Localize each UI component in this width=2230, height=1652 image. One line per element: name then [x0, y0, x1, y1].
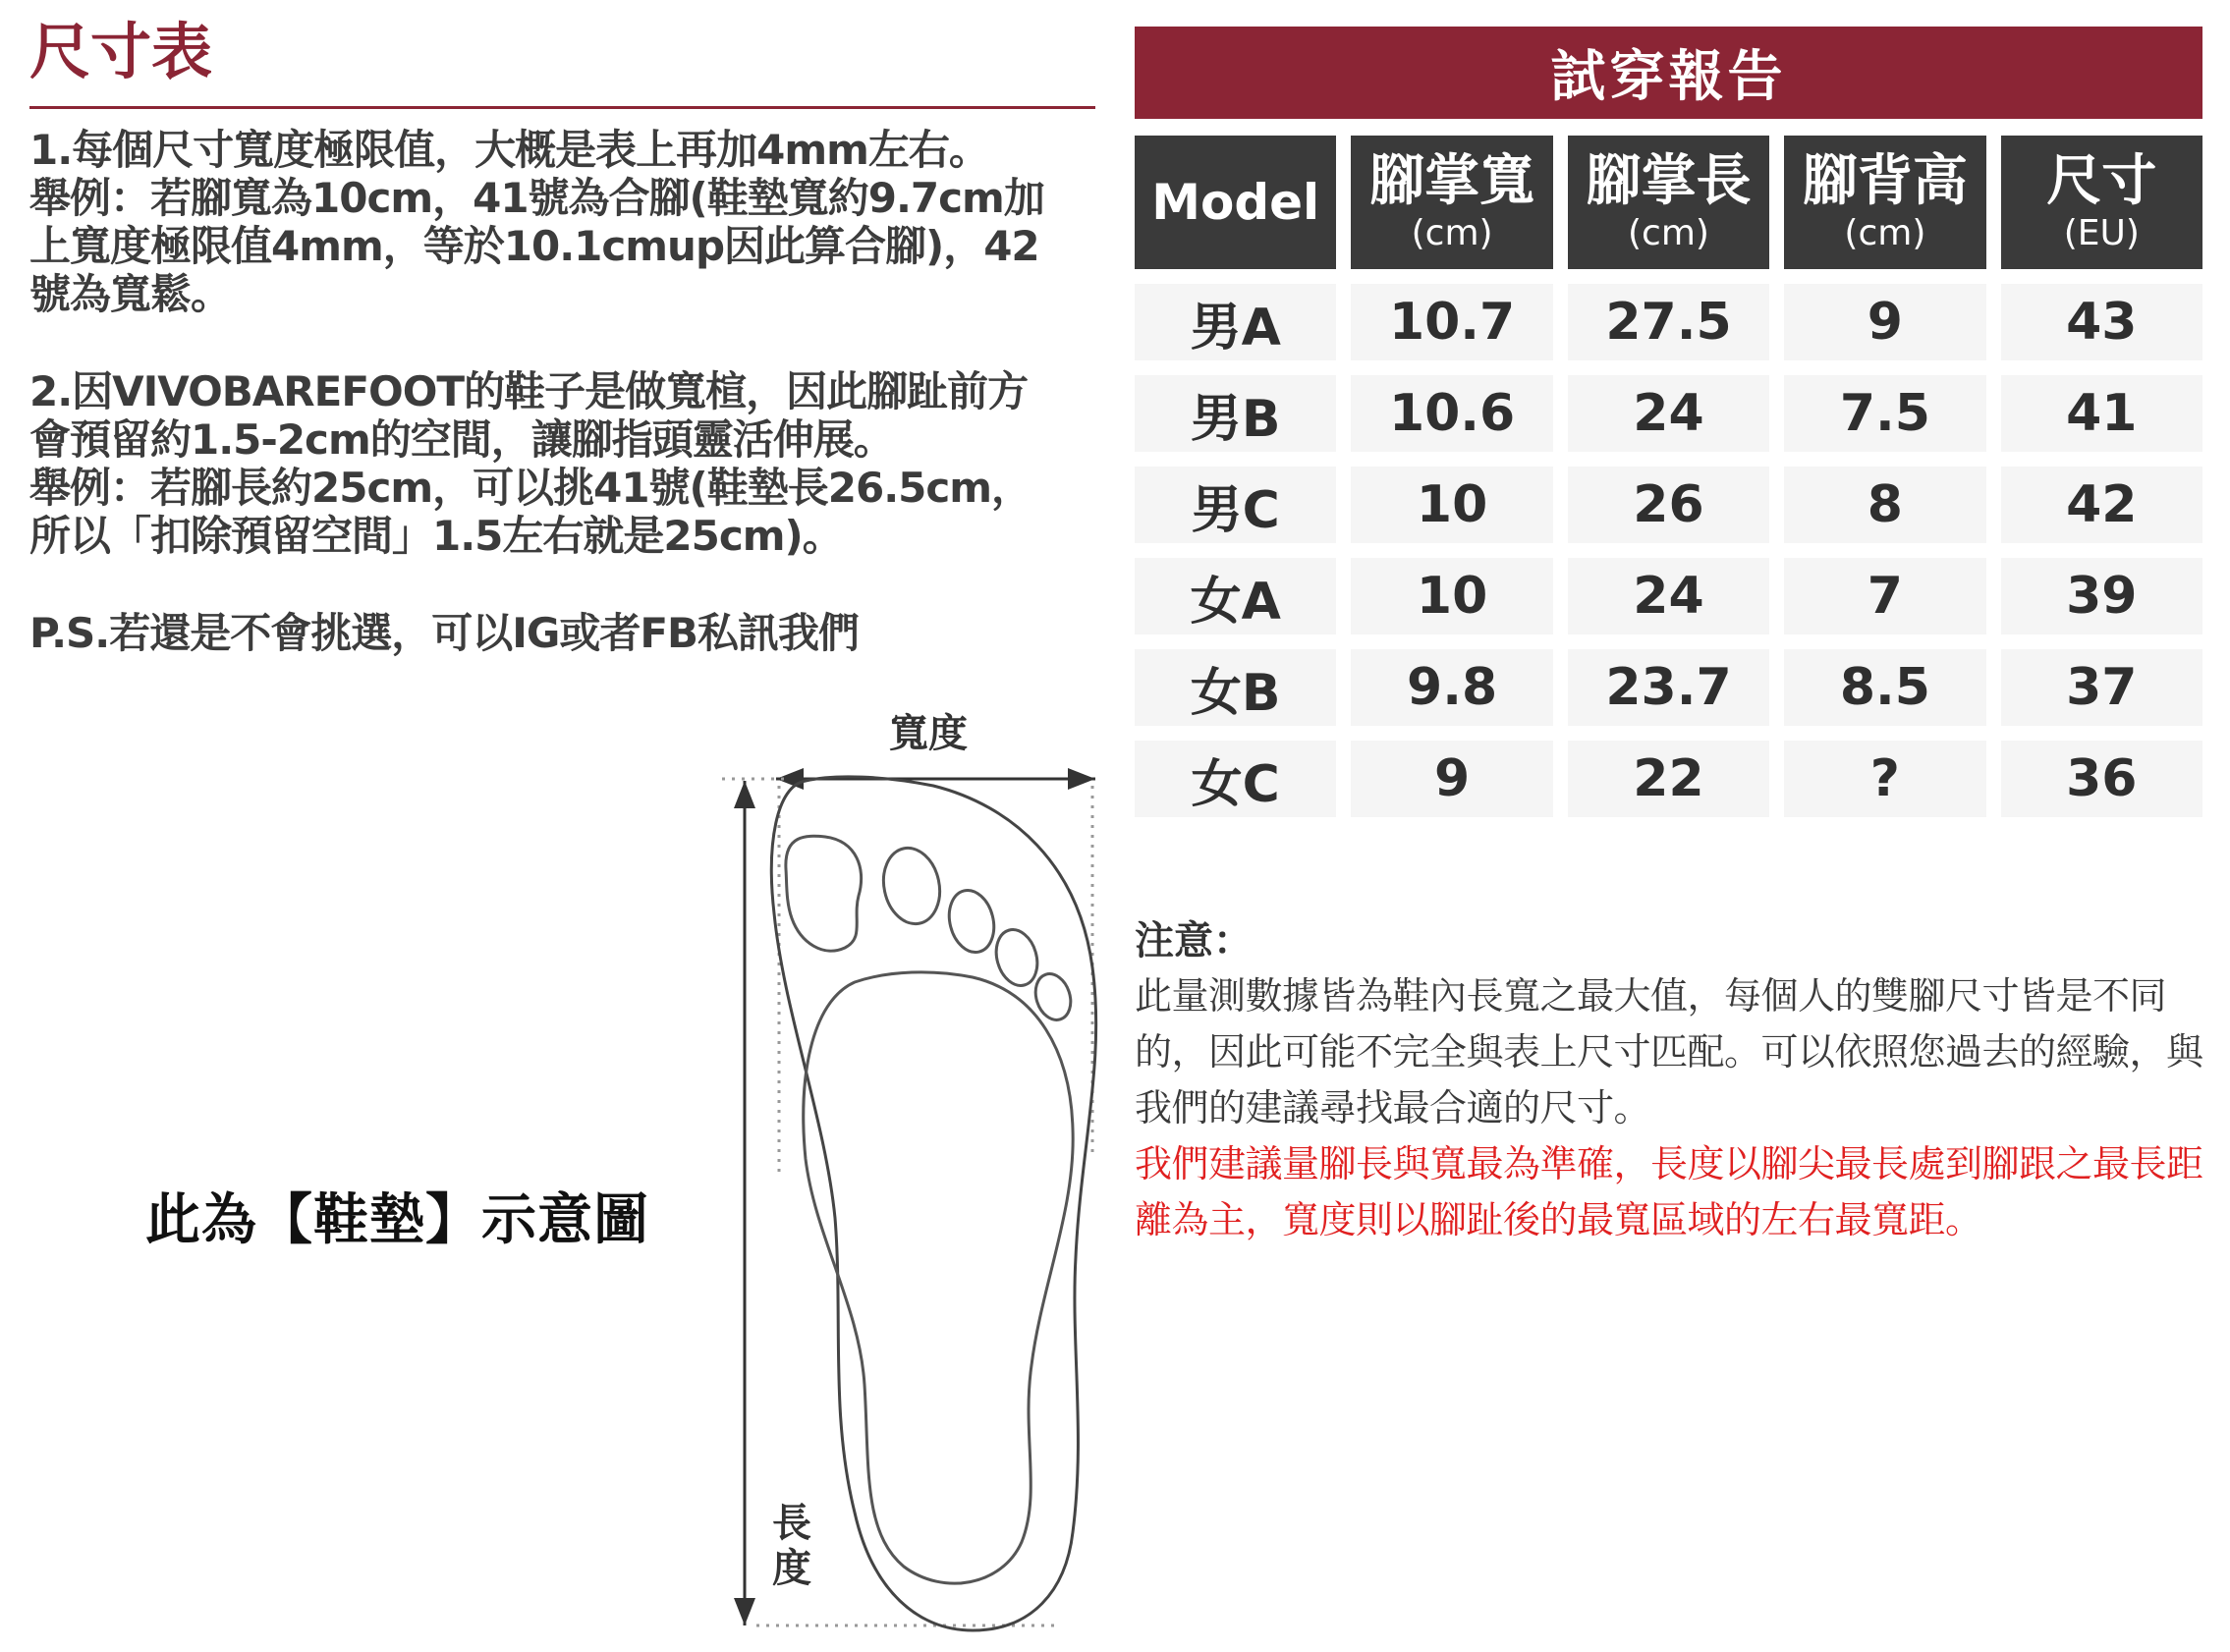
- notice-body: 此量測數據皆為鞋內長寬之最大值，每個人的雙腳尺寸皆是不同的，因此可能不完全與表上尺寸匹配。可以依照您過去的經驗，與我們的建議尋找最合適的尺寸。: [1135, 974, 2203, 1129]
- header-label: 腳掌寬: [1369, 149, 1535, 214]
- cell-length: 27.5: [1568, 284, 1769, 360]
- report-title: 試穿報告: [1135, 27, 2202, 119]
- header-unit: (EU): [2063, 213, 2140, 253]
- cell-size: 41: [2001, 375, 2202, 452]
- cell-width: 9: [1351, 741, 1552, 817]
- cell-width: 9.8: [1351, 649, 1552, 726]
- cell-instep: 7.5: [1784, 375, 1985, 452]
- header-unit: (cm): [1844, 213, 1926, 253]
- header-label: 腳掌長: [1586, 149, 1752, 214]
- cell-length: 23.7: [1568, 649, 1769, 726]
- note-width-limit: 1.每個尺寸寬度極限值，大概是表上再加4mm左右。 舉例：若腳寬為10cm，41號為合腳(鞋墊寬約9.7cm加 上寬度極限值4mm，等於10.1cmup因此算合腳)，42 號為寬鬆。: [29, 126, 1044, 318]
- header-model: [1135, 136, 1336, 269]
- header-unit: (cm): [1628, 213, 1709, 253]
- note-toe-space: 2.因VIVOBAREFOOT的鞋子是做寬楦，因此腳趾前方 會預留約1.5-2cm的空間，讓腳指頭靈活伸展。 舉例：若腳長約25cm，可以挑41號(鞋墊長26.5cm， 所以「扣除預留空間」1.5左右就是25cm)。: [29, 367, 1032, 560]
- header-label: 腳背高: [1802, 149, 1968, 214]
- length-label: 長度: [772, 1501, 811, 1591]
- cell-size: 42: [2001, 467, 2202, 543]
- cell-instep: ?: [1784, 741, 1985, 817]
- cell-instep: 7: [1784, 558, 1985, 634]
- toe-prints: [786, 836, 1077, 1024]
- header-foot-width: [1351, 136, 1552, 269]
- header-label: Model: [1151, 173, 1320, 231]
- notice-title: 注意：: [1135, 918, 1253, 964]
- cell-width: 10: [1351, 558, 1552, 634]
- cell-model: 男B: [1135, 375, 1336, 452]
- cell-instep: 9: [1784, 284, 1985, 360]
- cell-length: 24: [1568, 375, 1769, 452]
- cell-model: 男A: [1135, 284, 1336, 360]
- length-arrow: [734, 781, 755, 1625]
- cell-size: 43: [2001, 284, 2202, 360]
- header-label: 尺寸: [2046, 149, 2157, 214]
- header-unit: (cm): [1411, 213, 1493, 253]
- insole-caption: 此為【鞋墊】示意圖: [145, 1188, 649, 1252]
- width-label: 寬度: [889, 711, 968, 756]
- cell-length: 22: [1568, 741, 1769, 817]
- cell-model: 女C: [1135, 741, 1336, 817]
- notice-section: [1135, 913, 2225, 1248]
- header-size: [2001, 136, 2202, 269]
- fitting-report-table: [1135, 136, 2202, 817]
- cell-instep: 8.5: [1784, 649, 1985, 726]
- cell-size: 39: [2001, 558, 2202, 634]
- note-contact: P.S.若還是不會挑選，可以IG或者FB私訊我們: [29, 609, 860, 657]
- cell-width: 10: [1351, 467, 1552, 543]
- cell-size: 36: [2001, 741, 2202, 817]
- cell-length: 26: [1568, 467, 1769, 543]
- cell-model: 女B: [1135, 649, 1336, 726]
- notice-highlight: 我們建議量腳長與寬最為準確，長度以腳尖最長處到腳跟之最長距離為主，寬度則以腳趾後的最寬區域的左右最寬距。: [1135, 1142, 2203, 1241]
- cell-size: 37: [2001, 649, 2202, 726]
- header-instep-height: [1784, 136, 1985, 269]
- foot-outline: [804, 972, 1073, 1583]
- cell-model: 女A: [1135, 558, 1336, 634]
- cell-length: 24: [1568, 558, 1769, 634]
- header-foot-length: [1568, 136, 1769, 269]
- guide-lines: [722, 779, 1092, 1625]
- cell-instep: 8: [1784, 467, 1985, 543]
- size-chart-title: 尺寸表: [29, 16, 213, 87]
- cell-model: 男C: [1135, 467, 1336, 543]
- insole-outline: [771, 777, 1095, 1630]
- cell-width: 10.7: [1351, 284, 1552, 360]
- cell-width: 10.6: [1351, 375, 1552, 452]
